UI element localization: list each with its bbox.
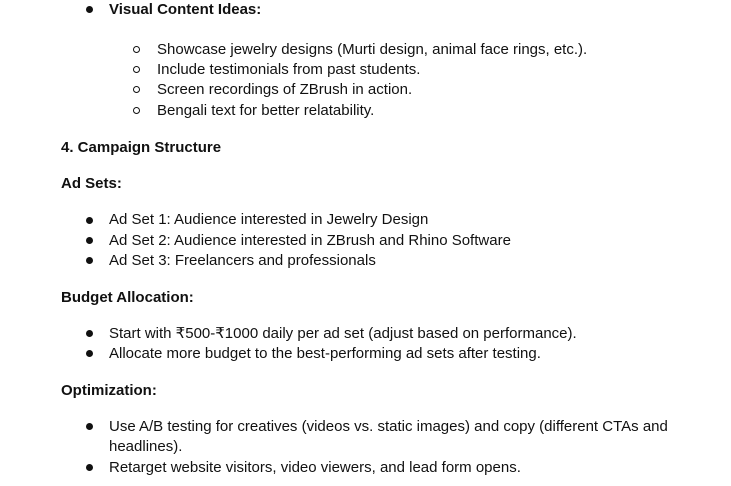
budget-heading: Budget Allocation: — [61, 289, 194, 306]
bullet-icon — [86, 423, 93, 430]
optimization-heading: Optimization: — [61, 382, 157, 399]
list-item-continuation: headlines). — [109, 438, 183, 455]
list-item: Start with ₹500-₹1000 daily per ad set (adjust based on performance). — [109, 325, 577, 342]
list-item: Include testimonials from past students. — [157, 61, 421, 78]
list-item: Use A/B testing for creatives (videos vs. static images) and copy (different CTAs and — [109, 418, 668, 435]
bullet-icon — [86, 6, 93, 13]
list-item: Screen recordings of ZBrush in action. — [157, 81, 413, 98]
bullet-icon — [86, 330, 93, 337]
bullet-icon — [86, 464, 93, 471]
list-item: Retarget website visitors, video viewers, and lead form opens. — [109, 459, 521, 476]
bullet-icon — [86, 257, 93, 264]
list-item: Showcase jewelry designs (Murti design, animal face rings, etc.). — [157, 41, 588, 58]
hollow-bullet-icon — [133, 66, 140, 73]
bullet-icon — [86, 350, 93, 357]
list-item: Ad Set 2: Audience interested in ZBrush and Rhino Software — [109, 232, 511, 249]
list-item: Ad Set 1: Audience interested in Jewelry Design — [109, 211, 429, 228]
section-heading: 4. Campaign Structure — [61, 139, 222, 156]
visual-ideas-heading: Visual Content Ideas: — [109, 1, 262, 18]
hollow-bullet-icon — [133, 46, 140, 53]
list-item: Allocate more budget to the best-performing ad sets after testing. — [109, 345, 541, 362]
hollow-bullet-icon — [133, 86, 140, 93]
ad-sets-heading: Ad Sets: — [61, 175, 122, 192]
list-item: Bengali text for better relatability. — [157, 102, 375, 119]
hollow-bullet-icon — [133, 107, 140, 114]
bullet-icon — [86, 237, 93, 244]
bullet-icon — [86, 217, 93, 224]
list-item: Ad Set 3: Freelancers and professionals — [109, 252, 376, 269]
